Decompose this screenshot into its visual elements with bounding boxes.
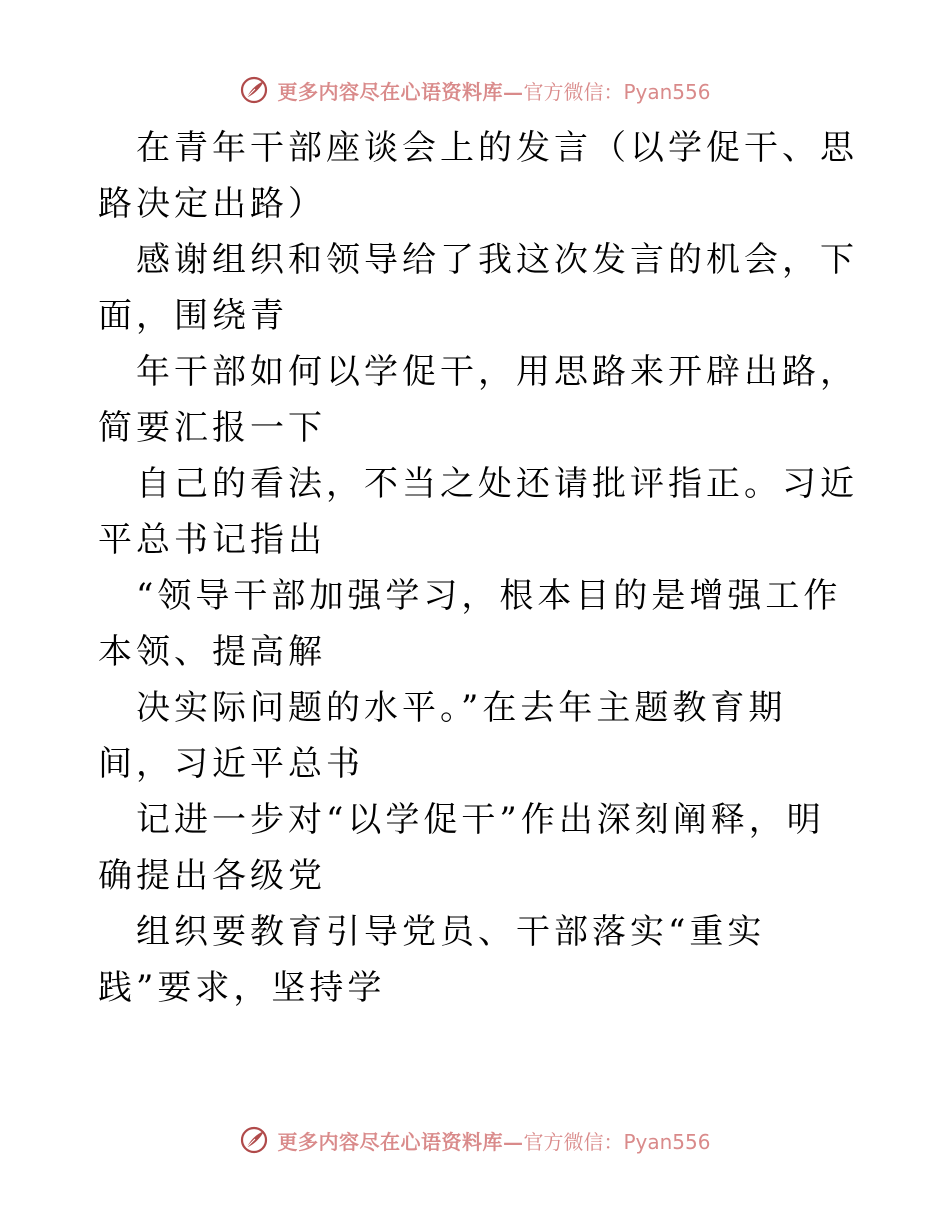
document-paragraph: 自己的看法，不当之处还请批评指正。习近平总书记指出 [98,464,858,560]
document-paragraph: 年干部如何以学促干，用思路来开辟出路，简要汇报一下 [98,352,858,448]
footer-banner [0,1120,950,1160]
header-wechat-text: 官方微信：Pyan556 [523,79,711,104]
document-paragraph: 决实际问题的水平。”在去年主题教育期间，习近平总书 [98,688,787,784]
document-paragraph: 感谢组织和领导给了我这次发言的机会，下面，围绕青 [98,240,858,336]
document-paragraph: 组织要教育引导党员、干部落实“重实践”要求，坚持学 [98,912,766,1008]
footer-wechat-text: 官方微信：Pyan556 [523,1129,711,1154]
feather-pen-logo-icon [239,1125,269,1155]
document-paragraph: 记进一步对“以学促干”作出深刻阐释，明确提出各级党 [98,800,825,896]
document-body [98,120,858,1016]
footer-brand-text: 更多内容尽在心语资料库— [277,1129,524,1154]
document-paragraph: “领导干部加强学习，根本目的是增强工作本领、提高解 [98,576,842,672]
header-brand-text: 更多内容尽在心语资料库— [277,79,524,104]
header-banner [0,70,950,110]
document-paragraph: 在青年干部座谈会上的发言（以学促干、思路决定出路） [98,128,858,224]
feather-pen-logo-icon [239,75,269,105]
